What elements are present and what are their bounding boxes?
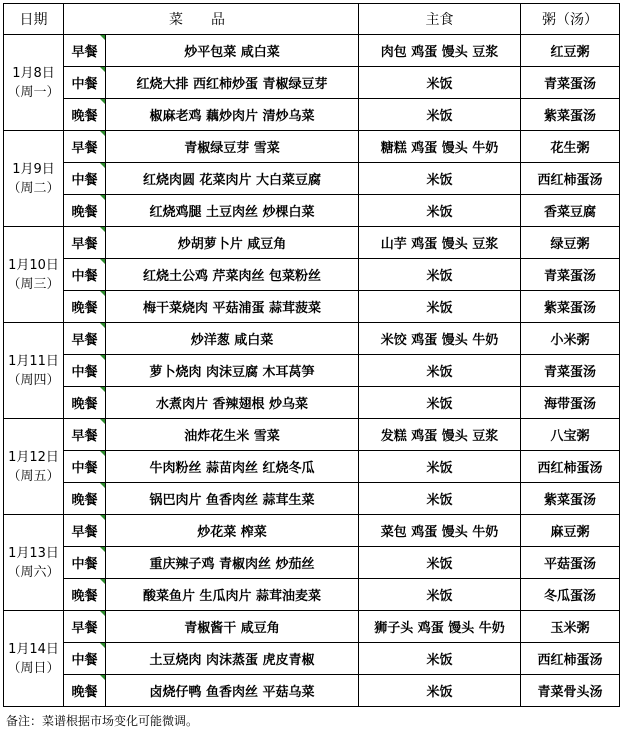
soup-cell: 青菜骨头汤 — [521, 675, 620, 707]
soup-cell: 小米粥 — [521, 323, 620, 355]
cell-marker-icon — [100, 259, 105, 264]
cell-marker-icon — [100, 611, 105, 616]
soup-cell: 紫菜蛋汤 — [521, 291, 620, 323]
meal-type-cell — [64, 515, 106, 547]
staple-cell: 米饭 — [359, 675, 521, 707]
meal-type-label: 晚餐 — [71, 589, 98, 604]
meal-type-label: 中餐 — [71, 173, 98, 188]
cell-marker-icon — [100, 227, 105, 232]
soup-cell: 麻豆粥 — [521, 515, 620, 547]
cell-marker-icon — [100, 419, 105, 424]
header-soup: 粥（汤） — [521, 4, 620, 35]
dishes-cell: 炒洋葱 咸白菜 — [106, 323, 359, 355]
cell-marker-icon — [100, 579, 105, 584]
cell-marker-icon — [100, 323, 105, 328]
meal-row — [4, 99, 620, 131]
meal-type-label: 中餐 — [71, 365, 98, 380]
cell-marker-icon — [100, 515, 105, 520]
meal-type-cell — [64, 483, 106, 515]
dishes-cell: 梅干菜烧肉 平菇浦蛋 蒜茸菠菜 — [106, 291, 359, 323]
date-label: 1月9日 — [12, 161, 55, 177]
meal-row — [4, 515, 620, 547]
meal-row — [4, 35, 620, 67]
soup-cell: 八宝粥 — [521, 419, 620, 451]
date-cell — [4, 323, 64, 419]
cell-marker-icon — [100, 131, 105, 136]
weekday-label: （周六） — [7, 564, 60, 580]
meal-row — [4, 419, 620, 451]
soup-cell: 紫菜蛋汤 — [521, 99, 620, 131]
meal-row — [4, 643, 620, 675]
soup-cell: 青菜蛋汤 — [521, 259, 620, 291]
menu-body — [4, 35, 620, 707]
staple-cell: 米饭 — [359, 163, 521, 195]
meal-type-label: 早餐 — [71, 621, 98, 636]
staple-cell: 发糕 鸡蛋 馒头 豆浆 — [359, 419, 521, 451]
header-date: 日期 — [4, 4, 64, 35]
meal-type-label: 早餐 — [71, 141, 98, 156]
weekday-label: （周二） — [7, 180, 60, 196]
meal-row — [4, 355, 620, 387]
staple-cell: 米饭 — [359, 483, 521, 515]
meal-row — [4, 163, 620, 195]
meal-row — [4, 227, 620, 259]
meal-row — [4, 291, 620, 323]
dishes-cell: 青椒酱干 咸豆角 — [106, 611, 359, 643]
cell-marker-icon — [100, 99, 105, 104]
staple-cell: 米饺 鸡蛋 馒头 牛奶 — [359, 323, 521, 355]
meal-row — [4, 483, 620, 515]
meal-type-label: 中餐 — [71, 653, 98, 668]
staple-cell: 肉包 鸡蛋 馒头 豆浆 — [359, 35, 521, 67]
meal-type-cell — [64, 323, 106, 355]
meal-type-label: 晚餐 — [71, 205, 98, 220]
meal-row — [4, 259, 620, 291]
dishes-cell: 炒花菜 榨菜 — [106, 515, 359, 547]
dishes-cell: 土豆烧肉 肉沫蒸蛋 虎皮青椒 — [106, 643, 359, 675]
weekday-label: （周四） — [7, 372, 60, 388]
dishes-cell: 红烧鸡腿 土豆肉丝 炒棵白菜 — [106, 195, 359, 227]
staple-cell: 糖糕 鸡蛋 馒头 牛奶 — [359, 131, 521, 163]
meal-row — [4, 675, 620, 707]
header-staple: 主食 — [359, 4, 521, 35]
meal-row — [4, 451, 620, 483]
date-label: 1月11日 — [8, 353, 59, 369]
meal-type-label: 中餐 — [71, 461, 98, 476]
weekly-menu-table — [3, 3, 620, 707]
staple-cell: 米饭 — [359, 451, 521, 483]
soup-cell: 青菜蛋汤 — [521, 355, 620, 387]
meal-type-label: 晚餐 — [71, 685, 98, 700]
meal-type-label: 晚餐 — [71, 109, 98, 124]
staple-cell: 米饭 — [359, 387, 521, 419]
soup-cell: 西红柿蛋汤 — [521, 643, 620, 675]
date-label: 1月8日 — [12, 65, 55, 81]
staple-cell: 米饭 — [359, 291, 521, 323]
dishes-cell: 水煮肉片 香辣翅根 炒乌菜 — [106, 387, 359, 419]
meal-type-label: 早餐 — [71, 45, 98, 60]
dishes-cell: 红烧土公鸡 芹菜肉丝 包菜粉丝 — [106, 259, 359, 291]
meal-type-label: 中餐 — [71, 77, 98, 92]
meal-type-cell — [64, 387, 106, 419]
meal-type-cell — [64, 643, 106, 675]
cell-marker-icon — [100, 675, 105, 680]
staple-cell: 山芋 鸡蛋 馒头 豆浆 — [359, 227, 521, 259]
cell-marker-icon — [100, 355, 105, 360]
dishes-cell: 油炸花生米 雪菜 — [106, 419, 359, 451]
soup-cell: 西红柿蛋汤 — [521, 451, 620, 483]
dishes-cell: 萝卜烧肉 肉沫豆腐 木耳莴笋 — [106, 355, 359, 387]
meal-row — [4, 579, 620, 611]
dishes-cell: 青椒绿豆芽 雪菜 — [106, 131, 359, 163]
date-cell — [4, 35, 64, 131]
footnote: 备注：菜谱根据市场变化可能微调。 — [6, 714, 199, 728]
staple-cell: 菜包 鸡蛋 馒头 牛奶 — [359, 515, 521, 547]
cell-marker-icon — [100, 483, 105, 488]
soup-cell: 绿豆粥 — [521, 227, 620, 259]
meal-type-label: 晚餐 — [71, 301, 98, 316]
soup-cell: 紫菜蛋汤 — [521, 483, 620, 515]
meal-type-label: 中餐 — [71, 269, 98, 284]
meal-row — [4, 131, 620, 163]
meal-type-cell — [64, 259, 106, 291]
soup-cell: 海带蛋汤 — [521, 387, 620, 419]
soup-cell: 香菜豆腐 — [521, 195, 620, 227]
soup-cell: 西红柿蛋汤 — [521, 163, 620, 195]
weekday-label: （周三） — [7, 276, 60, 292]
meal-type-label: 晚餐 — [71, 397, 98, 412]
meal-row — [4, 387, 620, 419]
dishes-cell: 红烧大排 西红柿炒蛋 青椒绿豆芽 — [106, 67, 359, 99]
dishes-cell: 牛肉粉丝 蒜苗肉丝 红烧冬瓜 — [106, 451, 359, 483]
meal-type-cell — [64, 355, 106, 387]
weekday-label: （周一） — [7, 84, 60, 100]
meal-type-cell — [64, 611, 106, 643]
meal-row — [4, 67, 620, 99]
date-cell — [4, 227, 64, 323]
weekday-label: （周日） — [7, 660, 60, 676]
dishes-cell: 炒胡萝卜片 咸豆角 — [106, 227, 359, 259]
cell-marker-icon — [100, 547, 105, 552]
meal-type-cell — [64, 675, 106, 707]
meal-type-cell — [64, 579, 106, 611]
date-cell — [4, 131, 64, 227]
dishes-cell: 重庆辣子鸡 青椒肉丝 炒茄丝 — [106, 547, 359, 579]
meal-type-label: 晚餐 — [71, 493, 98, 508]
dishes-cell: 炒平包菜 咸白菜 — [106, 35, 359, 67]
meal-type-label: 早餐 — [71, 525, 98, 540]
soup-cell: 花生粥 — [521, 131, 620, 163]
meal-type-cell — [64, 451, 106, 483]
cell-marker-icon — [100, 67, 105, 72]
dishes-cell: 红烧肉圆 花菜肉片 大白菜豆腐 — [106, 163, 359, 195]
date-label: 1月13日 — [8, 545, 59, 561]
cell-marker-icon — [100, 451, 105, 456]
meal-row — [4, 611, 620, 643]
meal-type-cell — [64, 163, 106, 195]
soup-cell: 玉米粥 — [521, 611, 620, 643]
meal-type-cell — [64, 195, 106, 227]
header-dishes: 菜品 — [64, 4, 359, 35]
dishes-cell: 酸菜鱼片 生瓜肉片 蒜茸油麦菜 — [106, 579, 359, 611]
meal-type-cell — [64, 35, 106, 67]
staple-cell: 米饭 — [359, 547, 521, 579]
meal-row — [4, 323, 620, 355]
date-label: 1月14日 — [8, 641, 59, 657]
weekday-label: （周五） — [7, 468, 60, 484]
cell-marker-icon — [100, 291, 105, 296]
cell-marker-icon — [100, 387, 105, 392]
soup-cell: 青菜蛋汤 — [521, 67, 620, 99]
soup-cell: 红豆粥 — [521, 35, 620, 67]
staple-cell: 狮子头 鸡蛋 馒头 牛奶 — [359, 611, 521, 643]
soup-cell: 平菇蛋汤 — [521, 547, 620, 579]
staple-cell: 米饭 — [359, 259, 521, 291]
meal-row — [4, 195, 620, 227]
meal-type-cell — [64, 547, 106, 579]
meal-row — [4, 547, 620, 579]
meal-type-cell — [64, 131, 106, 163]
meal-type-cell — [64, 67, 106, 99]
cell-marker-icon — [100, 35, 105, 40]
meal-type-cell — [64, 227, 106, 259]
staple-cell: 米饭 — [359, 643, 521, 675]
date-label: 1月10日 — [8, 257, 59, 273]
staple-cell: 米饭 — [359, 67, 521, 99]
staple-cell: 米饭 — [359, 579, 521, 611]
staple-cell: 米饭 — [359, 99, 521, 131]
soup-cell: 冬瓜蛋汤 — [521, 579, 620, 611]
cell-marker-icon — [100, 163, 105, 168]
meal-type-label: 中餐 — [71, 557, 98, 572]
meal-type-cell — [64, 419, 106, 451]
staple-cell: 米饭 — [359, 195, 521, 227]
date-cell — [4, 515, 64, 611]
meal-type-cell — [64, 291, 106, 323]
staple-cell: 米饭 — [359, 355, 521, 387]
dishes-cell: 锅巴肉片 鱼香肉丝 蒜茸生菜 — [106, 483, 359, 515]
meal-type-label: 早餐 — [71, 237, 98, 252]
date-label: 1月12日 — [8, 449, 59, 465]
dishes-cell: 椒麻老鸡 藕炒肉片 清炒乌菜 — [106, 99, 359, 131]
header-row — [4, 4, 620, 35]
date-cell — [4, 419, 64, 515]
meal-type-cell — [64, 99, 106, 131]
dishes-cell: 卤烧仔鸭 鱼香肉丝 平菇乌菜 — [106, 675, 359, 707]
cell-marker-icon — [100, 195, 105, 200]
meal-type-label: 早餐 — [71, 333, 98, 348]
date-cell — [4, 611, 64, 707]
cell-marker-icon — [100, 643, 105, 648]
meal-type-label: 早餐 — [71, 429, 98, 444]
